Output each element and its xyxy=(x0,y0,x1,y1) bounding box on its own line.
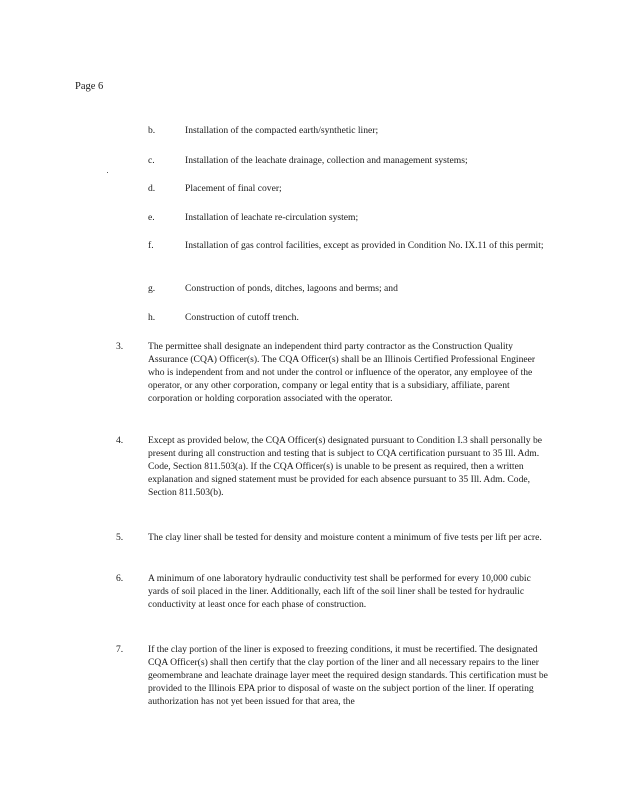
item-text: A minimum of one laboratory hydraulic conductivity test shall be performed for every 10,000 cubic yards of soil placed in the liner. Additionally, each lift of the soil liner shall be tested for hydraulic conductivity at least once for each phase of construction. xyxy=(148,573,531,610)
item-number: 6. xyxy=(116,573,124,584)
item-number: 7. xyxy=(116,644,124,655)
sub-item-text: Construction of ponds, ditches, lagoons and berms; and xyxy=(185,283,398,294)
sub-item-label: e. xyxy=(148,212,155,223)
sub-item-label: g. xyxy=(148,283,156,294)
scan-speck xyxy=(107,172,108,173)
item-number: 3. xyxy=(116,341,124,352)
page-number: Page 6 xyxy=(75,81,104,92)
sub-item-text: Installation of the leachate drainage, collection and management systems; xyxy=(185,155,468,166)
item-text: The clay liner shall be tested for density and moisture content a minimum of five tests per lift per acre. xyxy=(148,532,542,543)
sub-item-text: Installation of leachate re-circulation system; xyxy=(185,212,359,223)
item-text: Except as provided below, the CQA Officer(s) designated pursuant to Condition I.3 shall personally be present during all construction and testing that is subject to CQA certification pursuant to 35 Ill. Adm. Code, Section 811.503(a). If the CQA Officer(s) is unable to be present as required, then a written explanation and signed statement must be provided for each absence pursuant to 35 Ill. Adm. Code, Section 811.503(b). xyxy=(148,435,543,498)
sub-item-label: d. xyxy=(148,183,156,194)
item-number: 4. xyxy=(116,435,124,446)
sub-item-label: c. xyxy=(148,155,155,166)
sub-item-text: Installation of gas control facilities, except as provided in Condition No. IX.11 of this permit; xyxy=(185,240,544,251)
sub-item-label: h. xyxy=(148,312,156,323)
sub-item-text: Construction of cutoff trench. xyxy=(185,312,299,323)
sub-item-label: f. xyxy=(148,240,154,251)
item-number: 5. xyxy=(116,532,124,543)
sub-item-text: Installation of the compacted earth/synthetic liner; xyxy=(185,125,379,136)
item-text: If the clay portion of the liner is exposed to freezing conditions, it must be recertified. The designated CQA Officer(s) shall then certify that the clay portion of the liner and all necessary repairs to the liner geomembrane and leachate drainage layer meet the required design standards. This certification must be provided to the Illinois EPA prior to disposal of waste on the subject portion of the liner. If operating authorization has not yet been issued for that area, the xyxy=(148,644,548,707)
sub-item-text: Placement of final cover; xyxy=(185,183,282,194)
item-text: The permittee shall designate an independent third party contractor as the Construction Quality Assurance (CQA) Officer(s). The CQA Officer(s) shall be an Illinois Certified Professional Engineer who is independent from and not under the control or influence of the operator, any employee of the operator, or any other corporation, company or legal entity that is a subsidiary, affiliate, parent corporation or holding corporation associated with the operator. xyxy=(148,341,536,404)
sub-item-label: b. xyxy=(148,125,156,136)
